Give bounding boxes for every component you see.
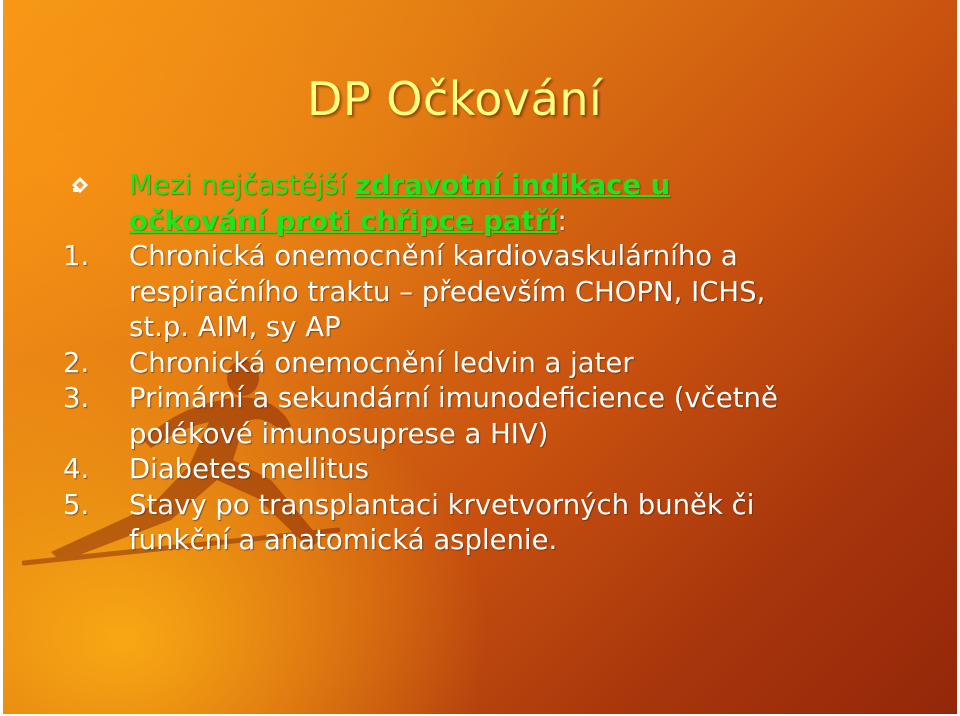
- list-item-text: funkční a anatomická asplenie.: [129, 524, 558, 556]
- list-number: 5.: [63, 488, 90, 521]
- slide-content: [61, 168, 941, 559]
- list-item-text: Diabetes mellitus: [129, 453, 369, 485]
- list-number: 1.: [63, 240, 90, 272]
- list-item-2: [61, 346, 941, 382]
- list-item-1: [61, 239, 941, 346]
- list-item-text: Chronická onemocnění kardiovaskulárního a: [129, 240, 738, 272]
- list-item-text: Primární a sekundární imunodeficience (včetně: [129, 382, 778, 414]
- list-item-3: [61, 381, 941, 452]
- list-item-4: [61, 452, 941, 488]
- intro-link-2[interactable]: očkování proti chřipce patří: [129, 204, 558, 237]
- list-number: 3.: [63, 382, 90, 414]
- list-item-text: Chronická onemocnění ledvin a jater: [129, 346, 634, 379]
- list-item-text: Stavy po transplantaci krvetvorných buněk či: [129, 488, 755, 521]
- list-item-text: polékové imunosuprese a HIV): [129, 417, 549, 450]
- intro-paragraph: [61, 168, 941, 239]
- list-item-text: st.p. AIM, sy AP: [129, 311, 341, 343]
- slide: [3, 0, 957, 714]
- list-item-text: respiračního traktu – především CHOPN, ICHS,: [129, 275, 766, 308]
- slide-title: DP Očkování: [307, 72, 603, 126]
- bullet-diamond-icon: [71, 176, 89, 194]
- intro-colon: :: [557, 204, 567, 237]
- intro-link-1[interactable]: zdravotní indikace u: [354, 169, 671, 201]
- list-number: 2.: [63, 346, 90, 379]
- intro-prefix: Mezi nejčastější: [129, 169, 355, 201]
- list-item-5: [61, 488, 941, 559]
- list-number: 4.: [63, 453, 90, 485]
